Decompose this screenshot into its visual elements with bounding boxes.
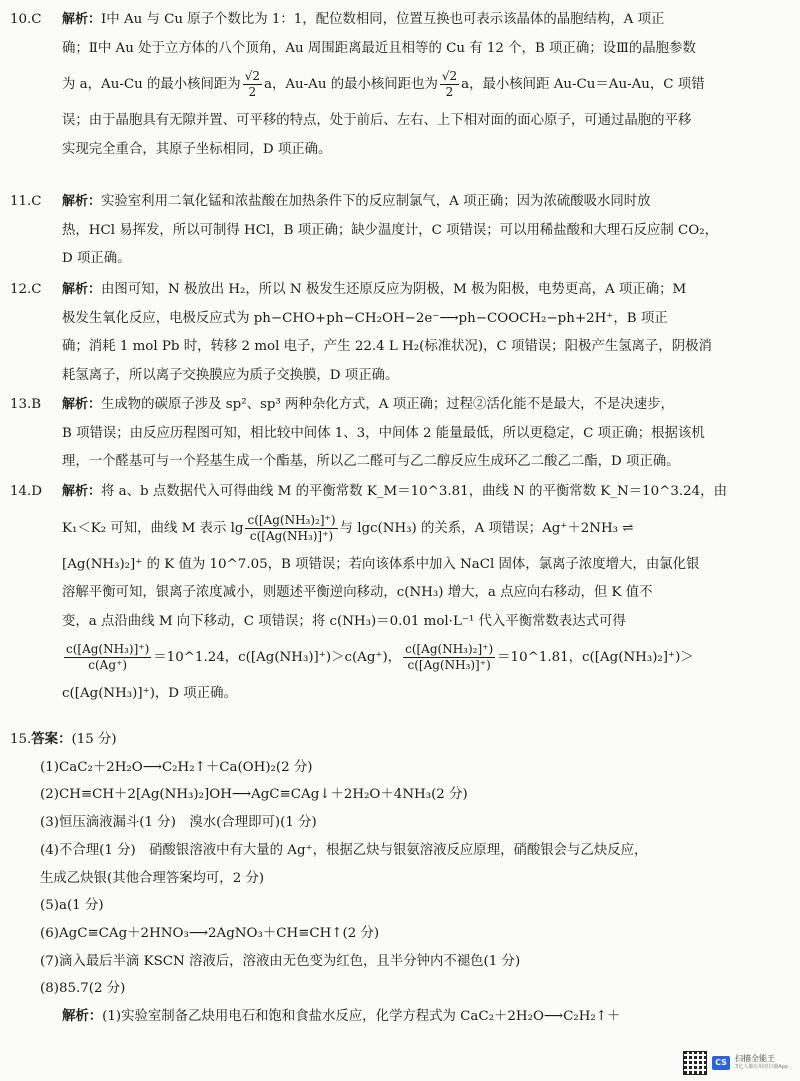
text-line: K₁＜K₂ 可知，曲线 M 表示 lg $\frac{\text{c([Ag(NH₃)₂]⁺)}}{\text{c([Ag(NH₃)]⁺)}}$ 与 lgc(NH₃) 的关系，A 项错误；Ag⁺＋2NH₃ ⇌: [62, 512, 634, 543]
text-line: 极发生氧化反应，电极反应式为 ph−CHO+ph−CH₂OH−2e⁻⟶ph−COOCH₂−ph+2H⁺，B 项正: [62, 310, 668, 326]
text-line: 确；消耗 1 mol Pb 时，转移 2 mol 电子，产生 22.4 L H₂(标准状况)，C 项错误；阳极产生氢离子，阴极消: [62, 339, 712, 354]
fraction: $\frac{√2}{2}$: [441, 69, 458, 99]
question-10: [10, 6, 762, 164]
question-15: [10, 726, 762, 1031]
fraction: $\frac{√2}{2}$: [244, 69, 260, 99]
answer-line: (3)恒压滴液漏斗(1 分) 溴水(合理即可)(1 分): [40, 815, 317, 831]
answer-line: (1)CaC₂＋2H₂O⟶C₂H₂↑＋Ca(OH)₂(2 分): [40, 759, 313, 775]
text-line: [Ag(NH₃)₂]⁺ 的 K 值为 10^7.05，B 项错误；若向该体系中加入 NaCl 固体，氯离子浓度增大，由氯化银: [62, 556, 700, 572]
analysis-label: 解析：: [62, 484, 102, 499]
text-line: 热，HCl 易挥发，所以可制得 HCl，B 项正确；缺少温度计，C 项错误；可以用稀盐酸和大理石反应制 CO₂，: [62, 222, 718, 238]
answer-line: (8)85.7(2 分): [40, 981, 126, 997]
question-12: 12.C 解析：由图可知，N 极放出 H₂，所以 N 极发生还原反应为阴极，M 极为阳极，电势更高，A 项正确；M 极发生氧化反应，电极反应式为 ph−CHO+ph−CH₂OH−2e⁻⟶ph−COOCH₂−ph+2H⁺，B 项正 确；消耗 1 mol Pb 时，转移 2 mol 电子，产生 22.4 L H₂(标准状况)，C 项错误；阳极产生氢离子，阴极消 耗氢离子，所以离子交换膜应为质子交换膜，D 项正确。: [62, 276, 762, 390]
question-13: 13.B 解析：生成物的碳原子涉及 sp²、sp³ 两种杂化方式，A 项正确；过程②活化能不是最大，不是决速步， B 项错误；由反应历程图可知，相比较中间体 1、3，中间体 2 能量最低，所以更稳定，C 项正确；根据该机 理，一个醛基可与一个羟基生成一个酯基，所以乙二醛可与乙二醇反应生成环乙二酸乙二酯，D 项正确。: [62, 391, 762, 477]
question-number: 13.B: [10, 397, 42, 412]
analysis-label: 解析：: [62, 397, 102, 412]
text-line: B 项错误；由反应历程图可知，相比较中间体 1、3，中间体 2 能量最低，所以更稳定，C 项正确；根据该机: [62, 425, 705, 441]
question-number: 11.C: [10, 194, 42, 209]
fraction: $\frac{\text{c([Ag(NH₃)₂]⁺)}}{\text{c([Ag(NH₃)]⁺)}}$: [247, 512, 336, 543]
analysis-label: 解析：: [62, 194, 102, 209]
answer-line: (7)滴入最后半滴 KSCN 溶液后，溶液由无色变为红色，且半分钟内不褪色(1 分): [40, 953, 521, 969]
text-line: 理，一个醛基可与一个羟基生成一个酯基，所以乙二醛可与乙二醇反应生成环乙二酸乙二酯，D 项正确。: [62, 454, 680, 469]
answer-line: (4)不合理(1 分) 硝酸银溶液中有大量的 Ag⁺，根据乙炔与银氨溶液反应原理，硝酸银会与乙炔反应，: [40, 842, 648, 858]
answer-line: 生成乙炔银(其他合理答案均可，2 分): [40, 870, 265, 886]
text-line: Ⅰ中 Au 与 Cu 原子个数比为 1：1，配位数相同，位置互换也可表示该晶体的晶胞结构，A 项正: [101, 12, 665, 27]
question-number: 14.D: [10, 484, 43, 499]
text-line: 误；由于晶胞具有无隙并置、可平移的特点，处于前后、左右、上下相对面的面心原子，可通过晶胞的平移: [62, 113, 692, 128]
fraction: $\frac{\text{c([Ag(NH₃)₂]⁺)}}{\text{c([Ag(NH₃)]⁺)}}$: [405, 642, 494, 672]
brand-text: 扫描全能王 3亿人都在用的扫描App: [735, 1054, 788, 1070]
answer-line: (5)a(1 分): [40, 898, 104, 914]
scanner-watermark: [683, 1051, 788, 1075]
qr-code-icon: [683, 1051, 707, 1075]
question-14: 14.D 解析：将 a、b 点数据代入可得曲线 M 的平衡常数 K_M＝10^3.81，曲线 N 的平衡常数 K_N＝10^3.24，由 K₁＜K₂ 可知，曲线 M 表示 lg $\frac{\text{c([Ag(NH₃)₂]⁺)}}{\text{c([Ag(NH₃)]⁺)}}$ 与 lgc(NH₃) 的关系，A 项错误；Ag⁺＋2NH₃ ⇌ [Ag(NH₃)₂]⁺ 的 K 值为 10^7.05，B 项错误；若向该体系中加入 NaCl 固体，氯离子浓度增大，由氯化银 溶解平衡可知，银离子浓度减小，则题述平衡逆向移动，c(NH₃) 增大，a 点应向右移动，但 K 值不 变，a 点沿曲线 M 向下移动，C 项错误；将 c(NH₃)＝0.01 mol·L⁻¹ 代入平衡常数表达式可得 $\frac{\text{c([Ag(NH₃)]⁺)}}{c(Ag^+)}$ ＝10^1.24，c([Ag(NH₃)]⁺)＞c(Ag⁺)， $\frac{\text{c([Ag(NH₃)₂]⁺)}}{\text{c([Ag(NH₃)]⁺)}}$ ＝10^1.81，c([Ag(NH₃)₂]⁺)＞ c([Ag(NH₃)]⁺)，D 项正确。: [62, 478, 762, 709]
analysis-label: 解析：: [62, 282, 102, 297]
text-line: 耗氢离子，所以离子交换膜应为质子交换膜，D 项正确。: [62, 367, 399, 383]
text-line: D 项正确。: [62, 251, 131, 266]
explanation-line: 解析：(1)实验室制备乙炔用电石和饱和食盐水反应，化学方程式为 CaC₂＋2H₂O⟶C₂H₂↑＋: [62, 1009, 621, 1025]
fraction: $\frac{\text{c([Ag(NH₃)]⁺)}}{c(Ag^+)}$: [66, 642, 150, 672]
text-line: 变，a 点沿曲线 M 向下移动，C 项错误；将 c(NH₃)＝0.01 mol·L⁻¹ 代入平衡常数表达式可得: [62, 613, 626, 629]
answer-line: (2)CH≡CH＋2[Ag(NH₃)₂]OH⟶AgC≡CAg↓＋2H₂O＋4NH₃(2 分): [40, 787, 468, 803]
question-number: 10.C: [10, 12, 42, 27]
text-line: 确；Ⅱ中 Au 处于立方体的八个顶角，Au 周围距离最近且相等的 Cu 有 12 个，B 项正确；设Ⅲ的晶胞参数: [62, 40, 696, 56]
text-line: 实现完全重合，其原子坐标相同，D 项正确。: [62, 141, 332, 157]
answer-header: 15.答案：(15 分): [10, 732, 117, 747]
answer-line: (6)AgC≡CAg＋2HNO₃⟶2AgNO₃＋CH≡CH↑(2 分): [40, 925, 380, 941]
text-line: 溶解平衡可知，银离子浓度减小，则题述平衡逆向移动，c(NH₃) 增大，a 点应向右移动，但 K 值不: [62, 585, 653, 600]
question-number: 12.C: [10, 282, 42, 297]
text-line: 为 a，Au-Cu 的最小核间距为 $\frac{√2}{2}$ a，Au-Au 的最小核间距也为 $\frac{√2}{2}$ a，最小核间距 Au-Cu＝Au-Au，C 项错: [62, 69, 705, 99]
question-11: 11.C 解析：实验室利用二氧化锰和浓盐酸在加热条件下的反应制氯气，A 项正确；因为浓硫酸吸水同时放 热，HCl 易挥发，所以可制得 HCl，B 项正确；缺少温度计，C 项错误；可以用稀盐酸和大理石反应制 CO₂， D 项正确。: [62, 188, 762, 274]
analysis-label: 解析：: [62, 12, 102, 27]
text-line: c([Ag(NH₃)]⁺)，D 项正确。: [62, 686, 237, 701]
camscanner-logo-icon: CS: [712, 1056, 730, 1070]
text-line: $\frac{\text{c([Ag(NH₃)]⁺)}}{c(Ag^+)}$ ＝10^1.24，c([Ag(NH₃)]⁺)＞c(Ag⁺)， $\frac{\text{c([Ag(NH₃)₂]⁺)}}{\text{c([Ag(NH₃)]⁺)}}$ ＝10^1.81，c([Ag(NH₃)₂]⁺)＞: [66, 642, 694, 672]
